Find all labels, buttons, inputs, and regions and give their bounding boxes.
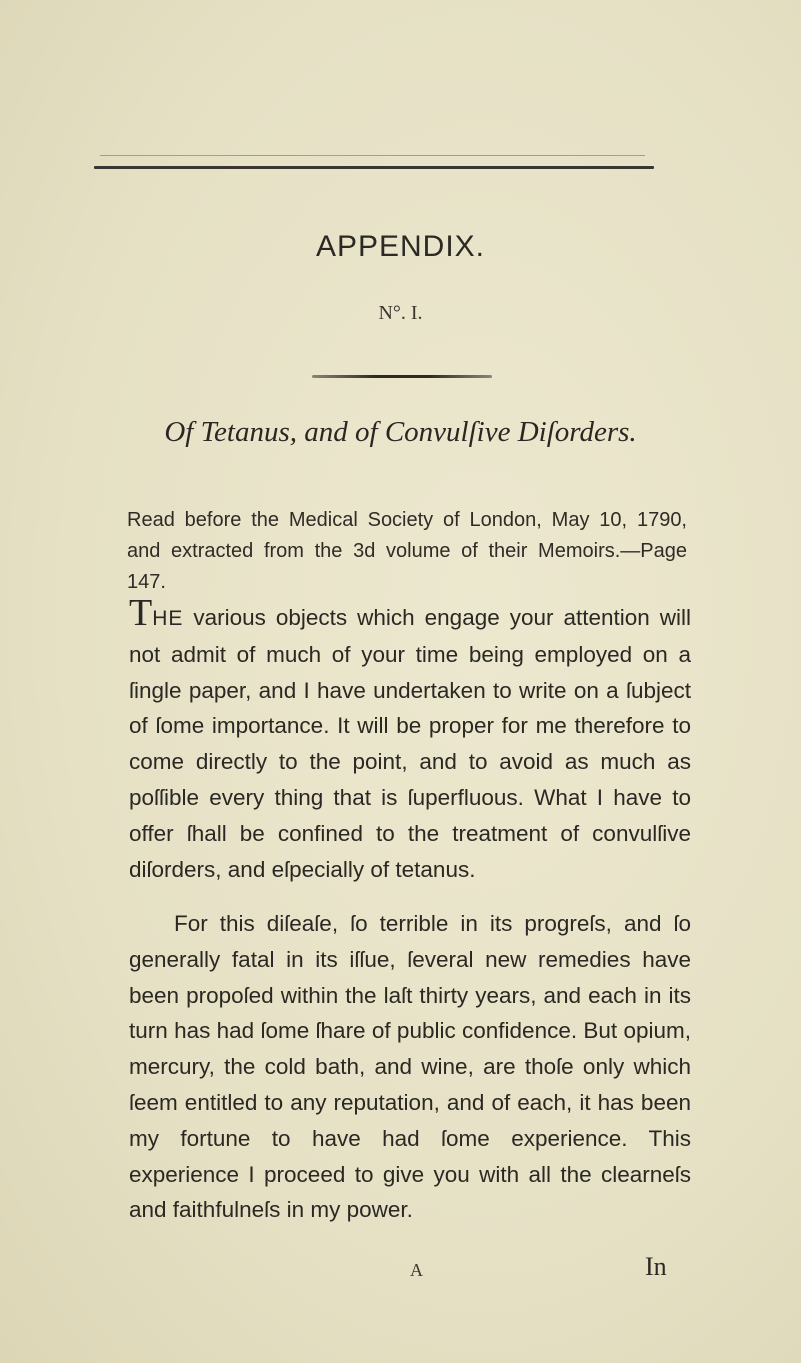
top-rule-thin bbox=[100, 155, 645, 156]
drop-cap: T bbox=[129, 592, 153, 634]
section-title: Of Tetanus, and of Convulſive Diſorders. bbox=[164, 416, 637, 448]
ornamental-rule bbox=[312, 375, 492, 378]
paragraph-1-text: various objects which engage your attention will not admit of much of your time being employed on a ſingle paper, and I have undertaken to write on a ſubject of ſome importance. It will be proper for me therefore to come directly to the point, and to avoid as much as poſſible every thing that is ſuperfluous. What I have to offer ſhall be confined to the treatment of convulſive diſorders, and eſpecially of tetanus. bbox=[129, 605, 691, 882]
paragraph-2: For this diſeaſe, ſo terrible in its progreſs, and ſo generally fatal in its iſſue, ſeveral new remedies have been propoſed within the laſt thirty years, and each in its turn has had ſome ſhare of public confidence. But opium, mercury, the cold bath, and wine, are thoſe only which ſeem entitled to any reputation, and of each, it has been my fortune to have had ſome experience. This experience I proceed to give you with all the clearneſs and faithfulneſs in my power. bbox=[129, 911, 691, 1223]
small-caps: HE bbox=[152, 607, 184, 630]
top-rule bbox=[94, 166, 654, 169]
source-note: Read before the Medical Society of London, May 10, 1790, and extracted from the 3d volume of their Memoirs.—Page 147. bbox=[127, 509, 687, 593]
appendix-heading: APPENDIX. bbox=[315, 230, 486, 263]
appendix-number: N°. I. bbox=[378, 302, 423, 324]
paragraph-1 bbox=[129, 592, 691, 887]
catchword: In bbox=[645, 1252, 667, 1281]
signature-mark: A bbox=[410, 1260, 423, 1280]
